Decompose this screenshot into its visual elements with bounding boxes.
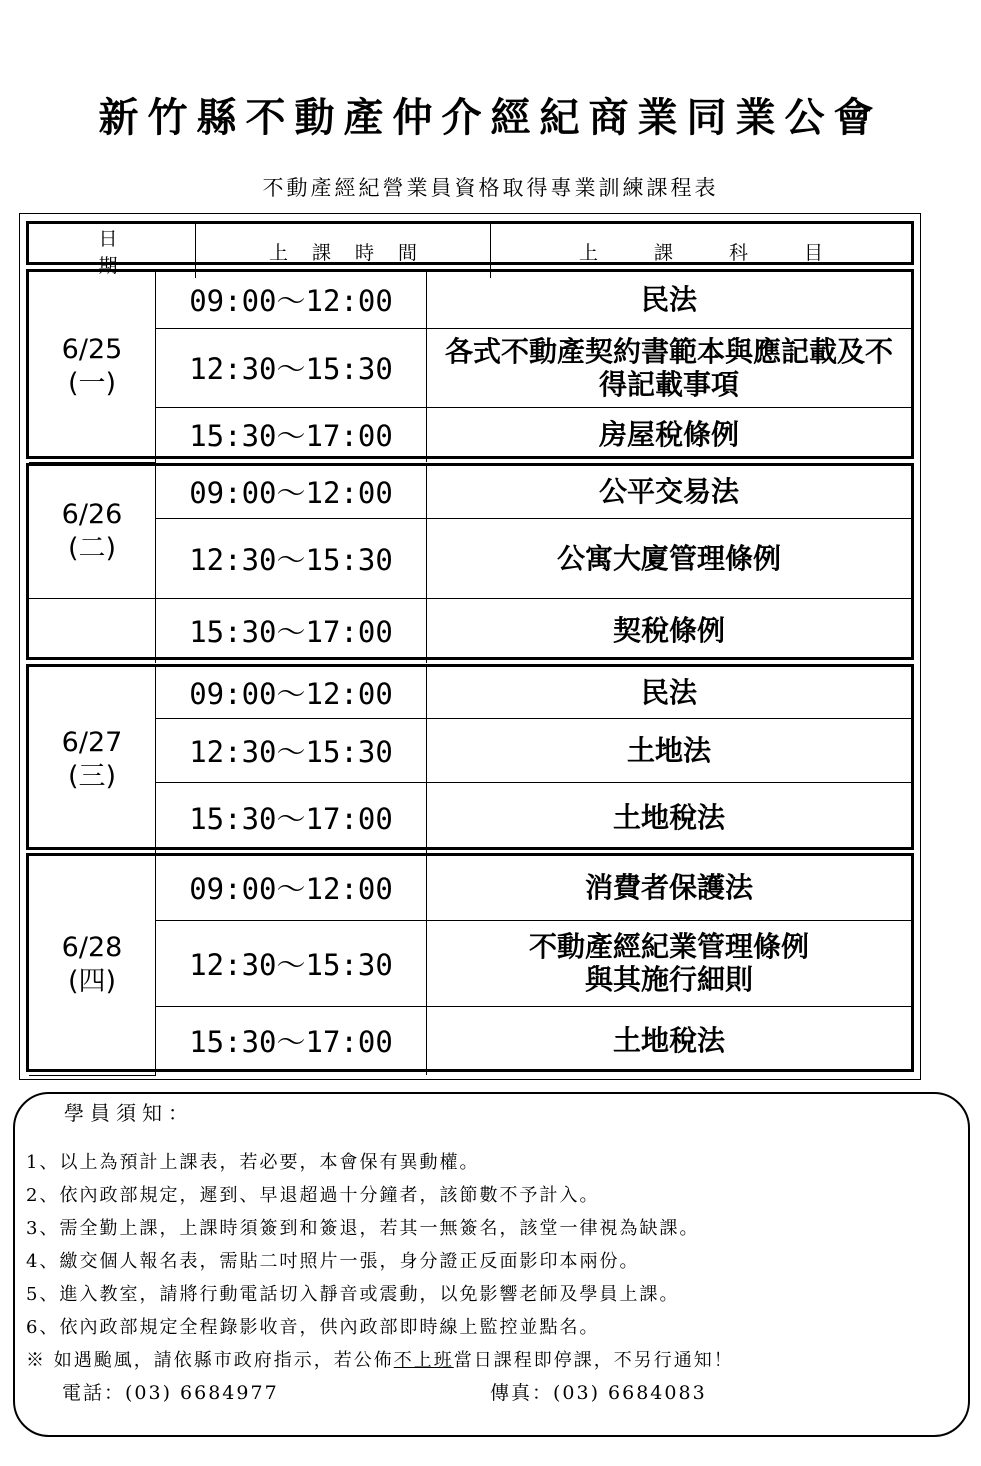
- date-cell: [29, 856, 156, 1075]
- column-header-date: 日期: [29, 224, 196, 278]
- session-subject: 不動產經紀業管理條例與其施行細則: [427, 920, 912, 1006]
- date-cell: [29, 466, 156, 598]
- session-time: 15:30～17:00: [156, 598, 427, 663]
- date-label: 6/28: [61, 932, 123, 964]
- session-subject: 土地稅法: [427, 782, 912, 853]
- schedule-header: [26, 221, 914, 277]
- date-label: 6/25: [61, 333, 123, 365]
- session-subject: 民法: [427, 272, 912, 328]
- typhoon-underline-text: 不上班: [393, 1350, 454, 1371]
- typhoon-text: ※ 如遇颱風，請依縣市政府指示，若公佈: [26, 1350, 394, 1371]
- notice-title: 學員須知：: [60, 1097, 198, 1126]
- date-cell: [29, 272, 156, 462]
- session-subject: 土地法: [427, 718, 912, 782]
- session-subject: 契稅條例: [427, 598, 912, 663]
- weekday-label: (一): [67, 367, 117, 399]
- session-time: 12:30～15:30: [156, 920, 427, 1006]
- day-block: [26, 463, 914, 660]
- fax-number: 傳真：(03) 6684083: [490, 1382, 707, 1404]
- notice-item: 2、依內政部規定，遲到、早退超過十分鐘者，該節數不予計入。: [26, 1185, 600, 1206]
- date-cell: [29, 667, 156, 853]
- session-subject: 公平交易法: [427, 466, 912, 518]
- date-label: 6/27: [61, 726, 123, 758]
- session-time: 09:00～12:00: [156, 272, 427, 328]
- notice-item: 1、以上為預計上課表，若必要，本會保有異動權。: [26, 1152, 480, 1173]
- session-subject: 土地稅法: [427, 1006, 912, 1075]
- page-subtitle: 不動產經紀營業員資格取得專業訓練課程表: [262, 176, 719, 200]
- session-time: 12:30～15:30: [156, 328, 427, 407]
- weekday-label: (二): [67, 532, 117, 564]
- weekday-label: (四): [67, 966, 117, 998]
- session-time: 12:30～15:30: [156, 718, 427, 782]
- session-subject: 各式不動產契約書範本與應記載及不得記載事項: [427, 328, 912, 407]
- notice-item: 3、需全勤上課，上課時須簽到和簽退，若其一無簽名，該堂一律視為缺課。: [26, 1218, 700, 1239]
- notice-item: 4、繳交個人報名表，需貼二吋照片一張，身分證正反面影印本兩份。: [26, 1251, 640, 1272]
- session-time: 15:30～17:00: [156, 1006, 427, 1075]
- column-header-subject: 上課科目: [491, 224, 912, 278]
- session-time: 09:00～12:00: [156, 667, 427, 718]
- session-subject: 消費者保護法: [427, 856, 912, 920]
- column-header-time: 上課時間: [196, 224, 491, 278]
- session-time: 09:00～12:00: [156, 466, 427, 518]
- session-subject: 公寓大廈管理條例: [427, 518, 912, 598]
- session-time: 15:30～17:00: [156, 407, 427, 462]
- session-time: 15:30～17:00: [156, 782, 427, 853]
- day-block: [26, 269, 914, 459]
- typhoon-text-end: 當日課程即停課，不另行通知！: [453, 1350, 734, 1371]
- page-title: 新竹縣不動產仲介經紀商業同業公會: [98, 94, 883, 141]
- notice-item: 6、依內政部規定全程錄影收音，供內政部即時線上監控並點名。: [26, 1317, 600, 1338]
- typhoon-notice: [26, 1346, 734, 1372]
- session-time: 09:00～12:00: [156, 856, 427, 920]
- day-block: [26, 664, 914, 850]
- date-label: 6/26: [61, 498, 123, 530]
- phone-number: 電話：(03) 6684977: [62, 1382, 279, 1404]
- empty-date-cell: [29, 598, 156, 663]
- session-subject: 房屋稅條例: [427, 407, 912, 462]
- day-block: [26, 853, 914, 1072]
- session-subject: 民法: [427, 667, 912, 718]
- session-time: 12:30～15:30: [156, 518, 427, 598]
- notice-item: 5、進入教室，請將行動電話切入靜音或震動，以免影響老師及學員上課。: [26, 1284, 680, 1305]
- weekday-label: (三): [67, 760, 117, 792]
